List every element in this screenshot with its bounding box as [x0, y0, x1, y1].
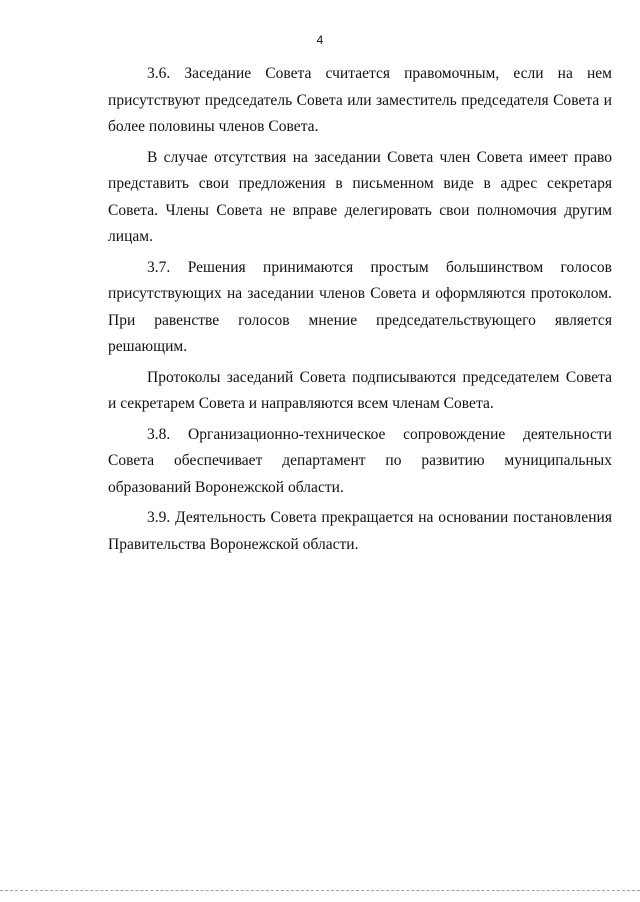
paragraph-3-8: 3.8. Организационно-техническое сопровождение деятельности Совета обеспечивает департамент по развитию муниципальных образований Воронежской области.	[108, 425, 612, 496]
document-body	[108, 61, 612, 562]
paragraph-protocols: Протоколы заседаний Совета подписываются председателем Совета и секретарем Совета и направляются всем членам Совета.	[108, 368, 612, 412]
scan-edge-line	[0, 890, 640, 891]
paragraph-absence-rule: В случае отсутствия на заседании Совета член Совета имеет право представить свои предложения в письменном виде в адрес секретаря Совета. Члены Совета не вправе делегировать свои полномочия другим лицам.	[108, 148, 612, 245]
paragraph-3-6: 3.6. Заседание Совета считается правомочным, если на нем присутствуют председатель Совета или заместитель председателя Совета и более половины членов Совета.	[108, 65, 612, 135]
paragraph-3-7: 3.7. Решения принимаются простым большинством голосов присутствующих на заседании членов Совета и оформляются протоколом. При равенстве голосов мнение председательствующего является решающим.	[108, 258, 612, 355]
page-number: 4	[316, 33, 324, 47]
paragraph-3-9: 3.9. Деятельность Совета прекращается на основании постановления Правительства Воронежской области.	[108, 509, 612, 553]
